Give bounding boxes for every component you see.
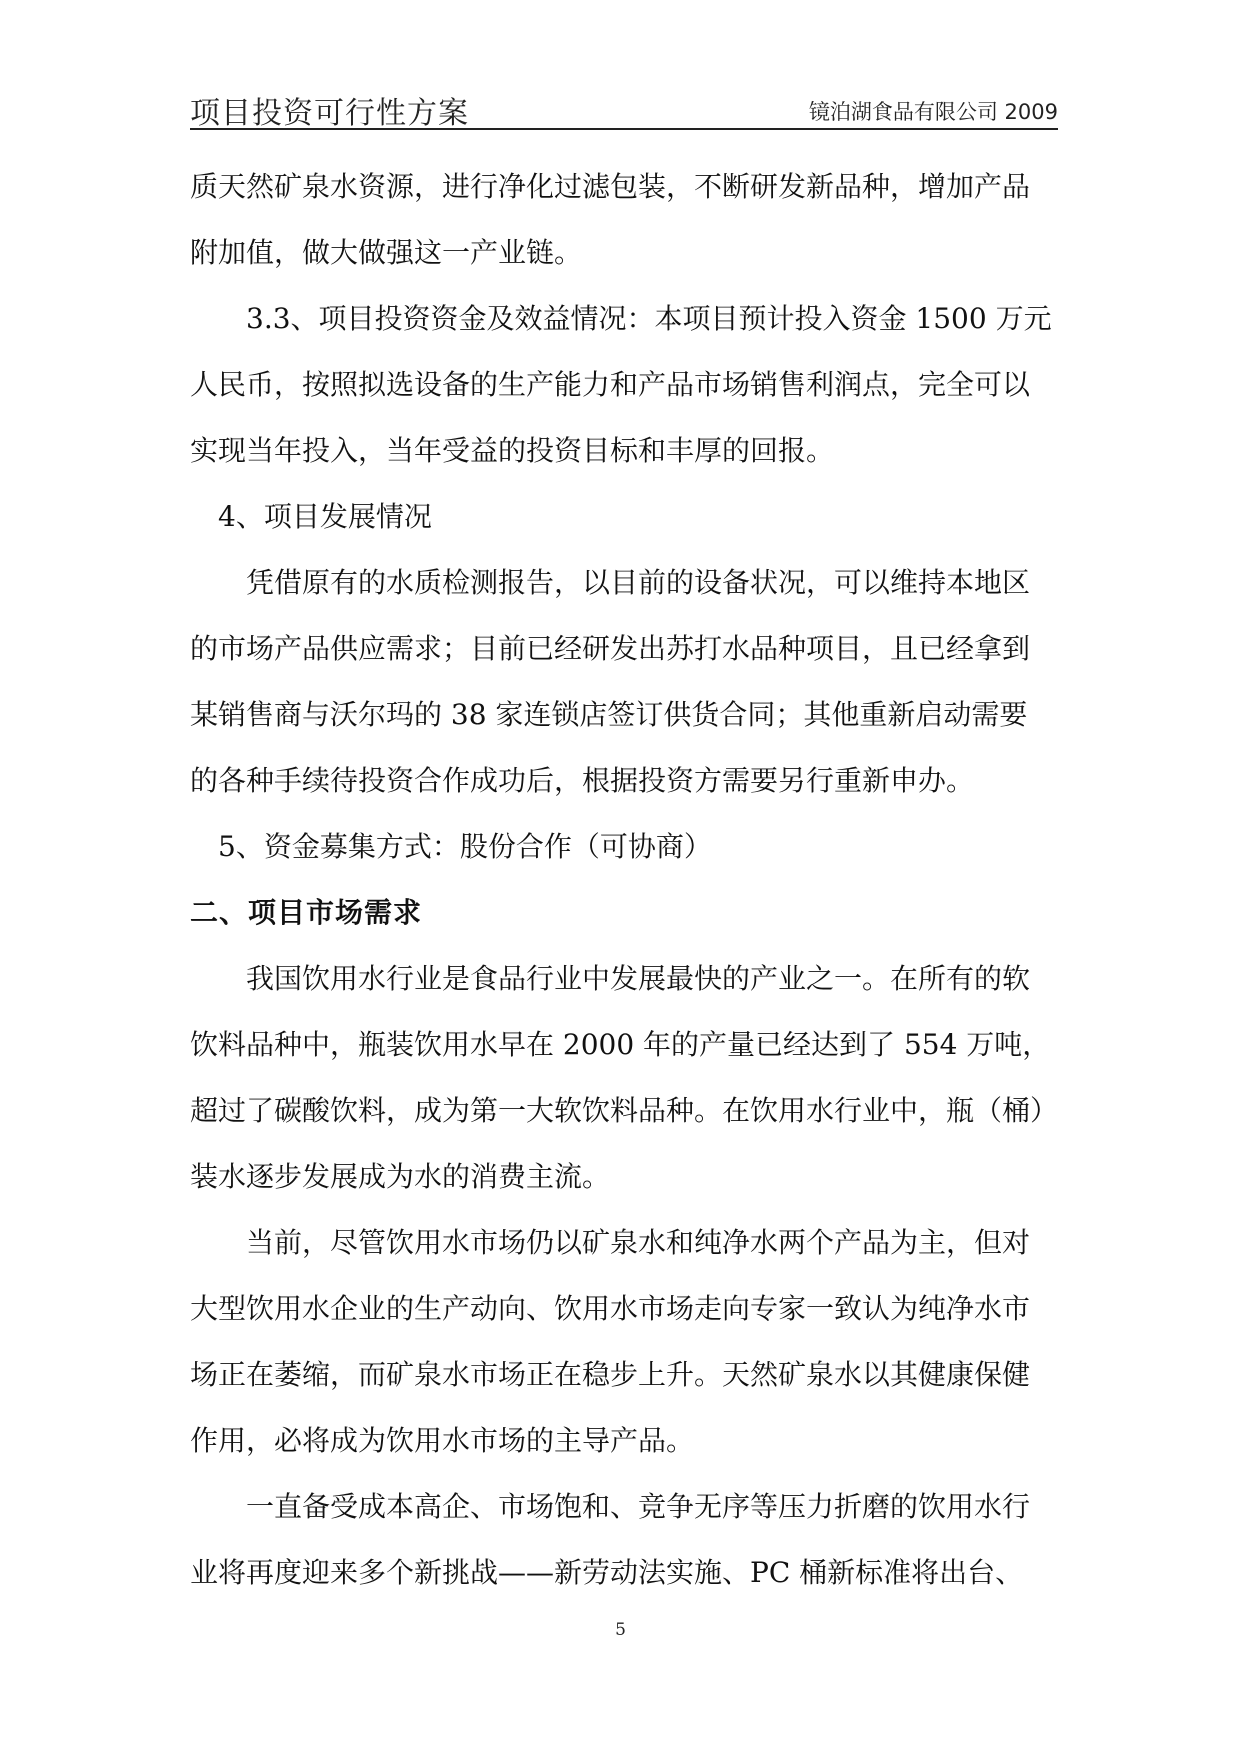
document-title: 项目投资可行性方案 (190, 96, 469, 131)
body-text-line: 超过了碳酸饮料，成为第一大软饮料品种。在饮用水行业中，瓶（桶） (190, 1094, 1058, 1127)
body-text-line: 的各种手续待投资合作成功后，根据投资方需要另行重新申办。 (190, 764, 975, 797)
body-text-line: 4、项目发展情况 (218, 500, 432, 533)
body-text-line: 某销售商与沃尔玛的 38 家连锁店签订供货合同；其他重新启动需要 (190, 698, 1028, 731)
body-text-line: 装水逐步发展成为水的消费主流。 (190, 1160, 611, 1193)
body-text-line: 3.3、项目投资资金及效益情况：本项目预计投入资金 1500 万元 (246, 302, 1052, 335)
body-text-line: 质天然矿泉水资源，进行净化过滤包装，不断研发新品种，增加产品 (190, 170, 1031, 203)
body-text-line: 饮料品种中，瓶装饮用水早在 2000 年的产量已经达到了 554 万吨， (190, 1028, 1051, 1061)
body-text-line: 实现当年投入，当年受益的投资目标和丰厚的回报。 (190, 434, 835, 467)
page-number: 5 (615, 1620, 626, 1640)
section-heading: 二、项目市场需求 (190, 896, 423, 929)
body-text-line: 的市场产品供应需求；目前已经研发出苏打水品种项目，且已经拿到 (190, 632, 1031, 665)
body-text-line: 业将再度迎来多个新挑战——新劳动法实施、PC 桶新标准将出台、 (190, 1556, 1024, 1589)
body-text-line: 当前，尽管饮用水市场仍以矿泉水和纯净水两个产品为主，但对 (246, 1226, 1031, 1259)
body-text-line: 凭借原有的水质检测报告，以目前的设备状况，可以维持本地区 (246, 566, 1031, 599)
body-text-line: 我国饮用水行业是食品行业中发展最快的产业之一。在所有的软 (246, 962, 1031, 995)
body-text-line: 大型饮用水企业的生产动向、饮用水市场走向专家一致认为纯净水市 (190, 1292, 1031, 1325)
body-text-line: 附加值，做大做强这一产业链。 (190, 236, 583, 269)
body-text-line: 人民币，按照拟选设备的生产能力和产品市场销售利润点，完全可以 (190, 368, 1031, 401)
document-body (190, 154, 1058, 1606)
company-name: 镜泊湖食品有限公司 2009 (808, 100, 1058, 124)
body-text-line: 一直备受成本高企、市场饱和、竞争无序等压力折磨的饮用水行 (246, 1490, 1031, 1523)
body-text-line: 场正在萎缩，而矿泉水市场正在稳步上升。天然矿泉水以其健康保健 (190, 1358, 1031, 1391)
page-header (190, 86, 1058, 130)
body-text-line: 作用，必将成为饮用水市场的主导产品。 (190, 1424, 695, 1457)
body-text-line: 5、资金募集方式：股份合作（可协商） (218, 830, 712, 863)
